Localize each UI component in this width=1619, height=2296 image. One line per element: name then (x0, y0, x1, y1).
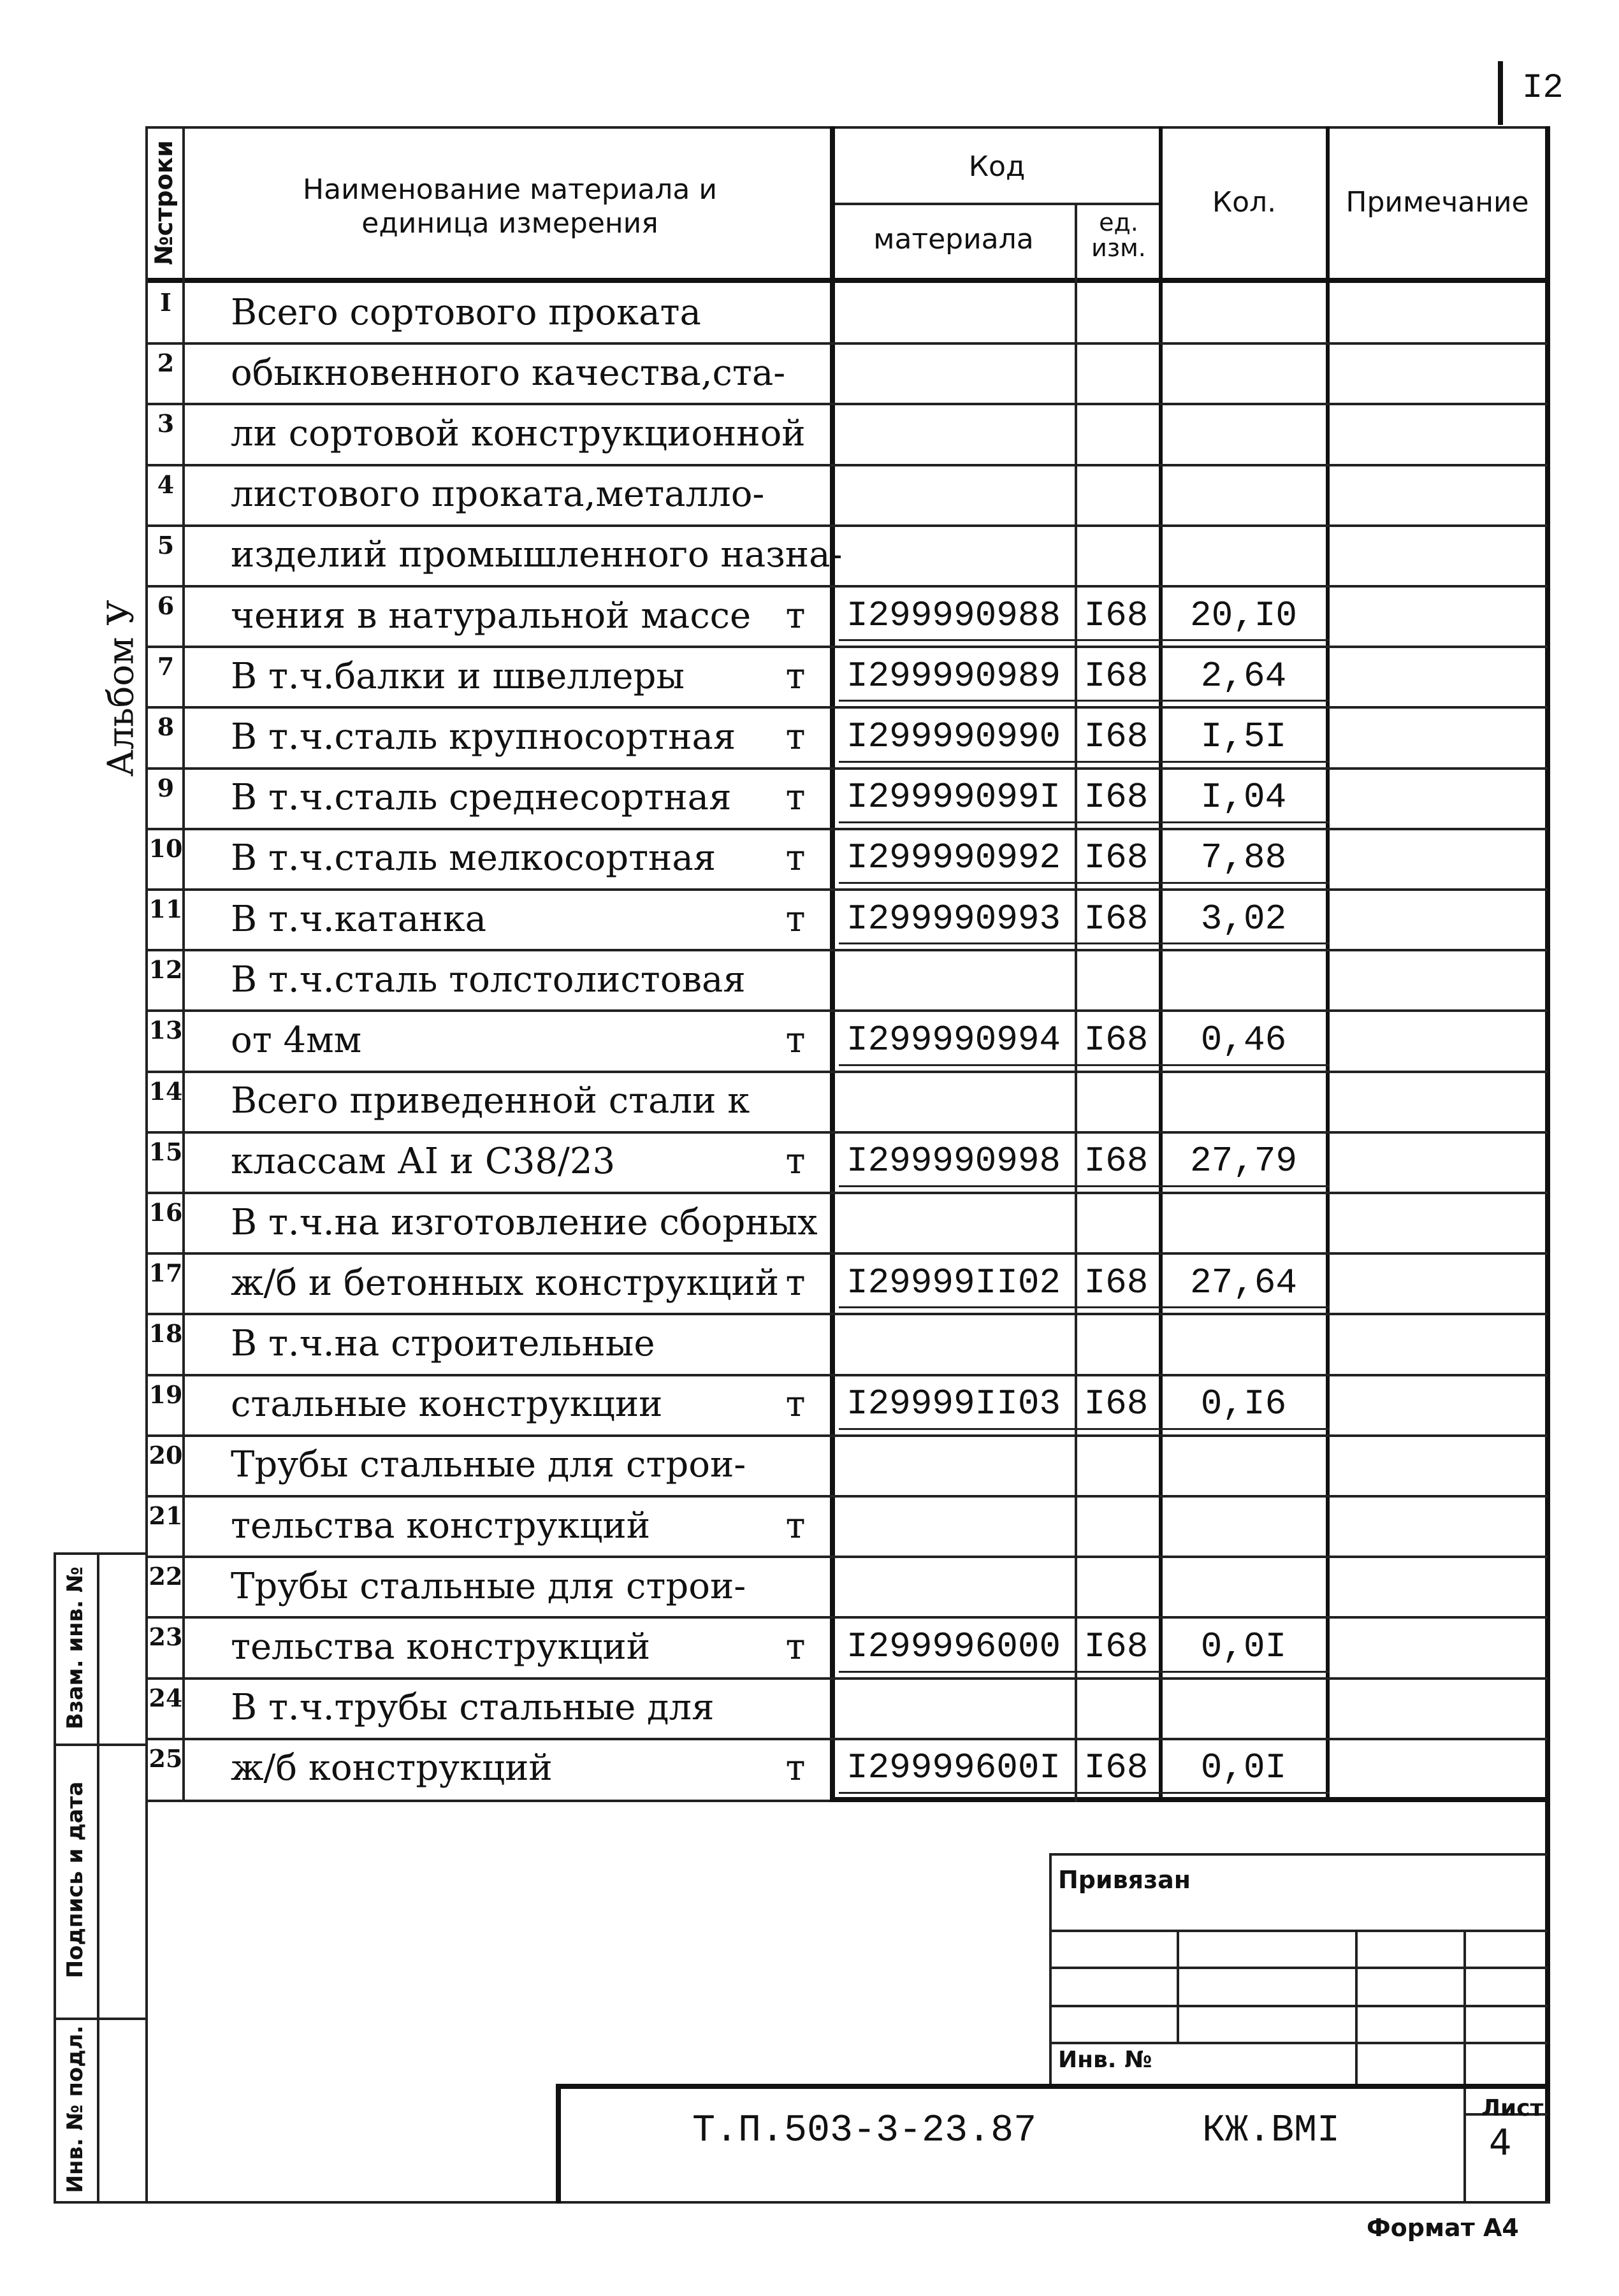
material-code: I299990990 (846, 716, 1061, 757)
document-mark: КЖ.ВМI (1202, 2109, 1340, 2153)
material-name: чения в натуральной массе (231, 595, 751, 637)
unit-code: I68 (1084, 1141, 1149, 1182)
code-header: Код (968, 150, 1026, 183)
header-bottom-border (145, 278, 1548, 283)
unit-code: I68 (1084, 898, 1149, 939)
row-number: 3 (157, 409, 175, 438)
material-code: I29999099I (846, 777, 1061, 818)
value-underline (839, 1185, 1330, 1187)
unit-of-measure: т (785, 1262, 806, 1304)
material-code: I299990988 (846, 595, 1061, 636)
material-code: I29999II03 (846, 1383, 1061, 1425)
value-underline (839, 1064, 1330, 1066)
material-name: тельства конструкций (231, 1626, 651, 1668)
material-name: тельства конструкций (231, 1505, 651, 1547)
value-underline (839, 942, 1330, 944)
note-column-line (1326, 126, 1330, 1802)
quantity: I,5I (1200, 716, 1287, 757)
unit-of-measure: т (785, 777, 806, 819)
row-separator (145, 1192, 1548, 1194)
value-underline (839, 639, 1330, 641)
material-name: от 4мм (231, 1020, 362, 1061)
material-code: I299990993 (846, 898, 1061, 939)
code-material-header: материала (873, 223, 1034, 256)
material-name: классам АI и С38/23 (231, 1141, 616, 1183)
row-separator (145, 1677, 1548, 1680)
value-underline (839, 761, 1330, 763)
code-unit-header: ед. изм. (1091, 208, 1146, 262)
sheet-number: 4 (1489, 2122, 1512, 2163)
material-name: В т.ч.трубы стальные для (231, 1687, 715, 1729)
row-separator (145, 403, 1548, 405)
row-separator (145, 1071, 1548, 1073)
title-block-col-2 (1355, 1930, 1358, 2086)
material-name: В т.ч.на строительные (231, 1323, 655, 1364)
quantity: 0,I6 (1200, 1383, 1287, 1425)
row-separator (145, 888, 1548, 891)
row-number: 5 (157, 530, 175, 560)
material-name: В т.ч.балки и швеллеры (231, 655, 685, 697)
sheet-label: Лист (1481, 2095, 1544, 2121)
note-header: Примечание (1346, 186, 1529, 219)
material-name: ли сортовой конструкционной (231, 413, 806, 454)
row-separator (145, 1131, 1548, 1134)
quantity: I,04 (1200, 777, 1287, 818)
value-underline (839, 1428, 1330, 1430)
unit-of-measure: т (785, 1141, 806, 1183)
bottom-frame-line (54, 2201, 1550, 2204)
row-separator (145, 1495, 1548, 1498)
material-code: I29999600I (846, 1747, 1061, 1789)
row-separator (145, 1556, 1548, 1558)
title-block-line-5 (1049, 2042, 1548, 2044)
material-name: Всего сортового проката (231, 291, 701, 333)
row-number: 15 (149, 1137, 183, 1166)
unit-of-measure: т (785, 655, 806, 697)
row-number: 9 (157, 773, 175, 802)
quantity: 7,88 (1200, 837, 1287, 879)
unit-of-measure: т (785, 716, 806, 758)
title-block-left-line (1049, 1853, 1052, 2086)
document-code: Т.П.503-3-23.87 (692, 2109, 1037, 2153)
unit-code: I68 (1084, 1383, 1149, 1425)
title-block-top-line (1049, 1853, 1548, 1856)
material-name: ж/б и бетонных конструкций (231, 1262, 780, 1304)
row-number: 2 (157, 349, 175, 378)
unit-of-measure: т (785, 1383, 806, 1426)
title-block-line-4 (1049, 2005, 1548, 2007)
quantity: 0,0I (1200, 1747, 1287, 1789)
material-name: В т.ч.сталь толстолистовая (231, 958, 746, 1000)
material-name: Трубы стальные для строи- (231, 1565, 746, 1607)
material-name: ж/б конструкций (231, 1747, 553, 1789)
album-label-text: Альбом У (100, 600, 142, 777)
row-separator (145, 524, 1548, 527)
material-code: I299990992 (846, 837, 1061, 879)
unit-code: I68 (1084, 1626, 1149, 1667)
table-bottom-border (832, 1797, 1548, 1802)
row-number: 14 (149, 1076, 183, 1106)
row-separator (145, 646, 1548, 648)
row-separator (145, 1252, 1548, 1255)
side-stamp-outer-line (54, 1552, 56, 2204)
row-number: 20 (149, 1440, 183, 1469)
title-block-col-1 (1177, 1930, 1179, 2042)
row-number: 19 (149, 1380, 183, 1409)
row-separator (145, 1313, 1548, 1315)
inv-no-label: Инв. № (1058, 2047, 1152, 2073)
value-underline (839, 1792, 1330, 1794)
unit-code: I68 (1084, 1262, 1149, 1303)
unit-code: I68 (1084, 716, 1149, 757)
quantity: 0,0I (1200, 1626, 1287, 1667)
material-name: В т.ч.сталь крупносортная (231, 716, 736, 758)
value-underline (839, 882, 1330, 884)
material-name: В т.ч.на изготовление сборных (231, 1201, 818, 1243)
material-name: стальные конструкции (231, 1383, 663, 1426)
row-separator (145, 1738, 1548, 1740)
code-column-line (830, 126, 835, 1802)
material-code: I299996000 (846, 1626, 1061, 1667)
row-number: 18 (149, 1319, 183, 1348)
material-code: I299990998 (846, 1141, 1061, 1182)
row-number: 12 (149, 955, 183, 985)
main-title-left-line (556, 2084, 561, 2204)
main-title-top-line (558, 2084, 1548, 2089)
format-label: Формат А4 (1367, 2214, 1519, 2242)
row-number: 23 (149, 1622, 183, 1652)
row-number: 4 (157, 470, 175, 499)
code-subheader-line (832, 203, 1161, 205)
table-bottom-border-left (145, 1800, 832, 1802)
unit-of-measure: т (785, 1626, 806, 1668)
linked-label: Привязан (1058, 1866, 1191, 1894)
quantity: 2,64 (1200, 655, 1287, 697)
unit-of-measure: т (785, 898, 806, 940)
unit-of-measure: т (785, 1747, 806, 1789)
side-stamp-top-line (54, 1552, 148, 1555)
row-separator (145, 1616, 1548, 1619)
title-block-line-2 (1049, 1930, 1548, 1932)
unit-code: I68 (1084, 1747, 1149, 1789)
row-number: 25 (149, 1744, 183, 1773)
row-separator (145, 464, 1548, 466)
value-underline (839, 1306, 1330, 1308)
page-number: I2 (1522, 69, 1564, 108)
unit-code: I68 (1084, 837, 1149, 879)
unit-of-measure: т (785, 1020, 806, 1061)
row-separator (145, 1009, 1548, 1012)
row-number: 21 (149, 1501, 183, 1530)
page-number-divider (1498, 61, 1503, 125)
material-name: листового проката,металло- (231, 473, 765, 516)
quantity: 20,I0 (1189, 595, 1298, 636)
material-name: Трубы стальные для строи- (231, 1444, 746, 1486)
material-name: В т.ч.сталь среднесортная (231, 777, 732, 819)
unit-of-measure: т (785, 837, 806, 879)
row-number: 7 (157, 652, 175, 681)
unit-code: I68 (1084, 595, 1149, 636)
row-separator (145, 585, 1548, 588)
row-number: 13 (149, 1016, 183, 1045)
material-name: В т.ч.сталь мелкосортная (231, 837, 716, 879)
material-code: I29999II02 (846, 1262, 1061, 1303)
row-number: 10 (149, 834, 183, 863)
row-number: I (160, 288, 171, 317)
unit-code: I68 (1084, 655, 1149, 697)
material-name: Всего приведенной стали к (231, 1080, 750, 1122)
row-number: 16 (149, 1198, 183, 1227)
side-stamp-inner-line (97, 1552, 99, 2204)
row-separator (145, 706, 1548, 709)
material-name: изделий промышленного назна- (231, 534, 843, 576)
right-frame-line (1545, 126, 1550, 2204)
material-code: I299990989 (846, 655, 1061, 697)
side-stamp-divider-1 (54, 1744, 148, 1746)
value-underline (839, 1671, 1330, 1673)
unit-code: I68 (1084, 777, 1149, 818)
material-name: В т.ч.катанка (231, 898, 487, 940)
unit-of-measure: т (785, 1505, 806, 1547)
row-number: 8 (157, 712, 175, 742)
title-block-col-3 (1463, 1930, 1466, 2201)
row-separator (145, 949, 1548, 951)
qty-column-line (1159, 126, 1163, 1802)
row-number: 17 (149, 1259, 183, 1288)
unit-of-measure: т (785, 595, 806, 637)
row-separator (145, 342, 1548, 345)
material-code: I299990994 (846, 1020, 1061, 1060)
table-top-border (145, 126, 1548, 129)
row-number: 22 (149, 1562, 183, 1591)
quantity: 27,79 (1189, 1141, 1298, 1182)
row-separator (145, 1434, 1548, 1437)
row-number: 6 (157, 591, 175, 620)
name-header: Наименование материала и единица измерения (303, 173, 717, 240)
row-number: 24 (149, 1683, 183, 1712)
title-block-line-3 (1049, 1967, 1548, 1969)
unit-code: I68 (1084, 1020, 1149, 1060)
quantity: 0,46 (1200, 1020, 1287, 1060)
value-underline (839, 700, 1330, 702)
value-underline (839, 821, 1330, 823)
unit-code-column-line (1075, 203, 1077, 1802)
quantity: 3,02 (1200, 898, 1287, 939)
material-name: обыкновенного качества,ста- (231, 352, 786, 394)
row-separator (145, 1374, 1548, 1376)
quantity: 27,64 (1189, 1262, 1298, 1303)
qty-header: Кол. (1212, 186, 1277, 219)
row-number: 11 (149, 895, 183, 923)
row-separator (145, 767, 1548, 770)
row-separator (145, 828, 1548, 830)
side-stamp-divider-2 (54, 2018, 148, 2020)
